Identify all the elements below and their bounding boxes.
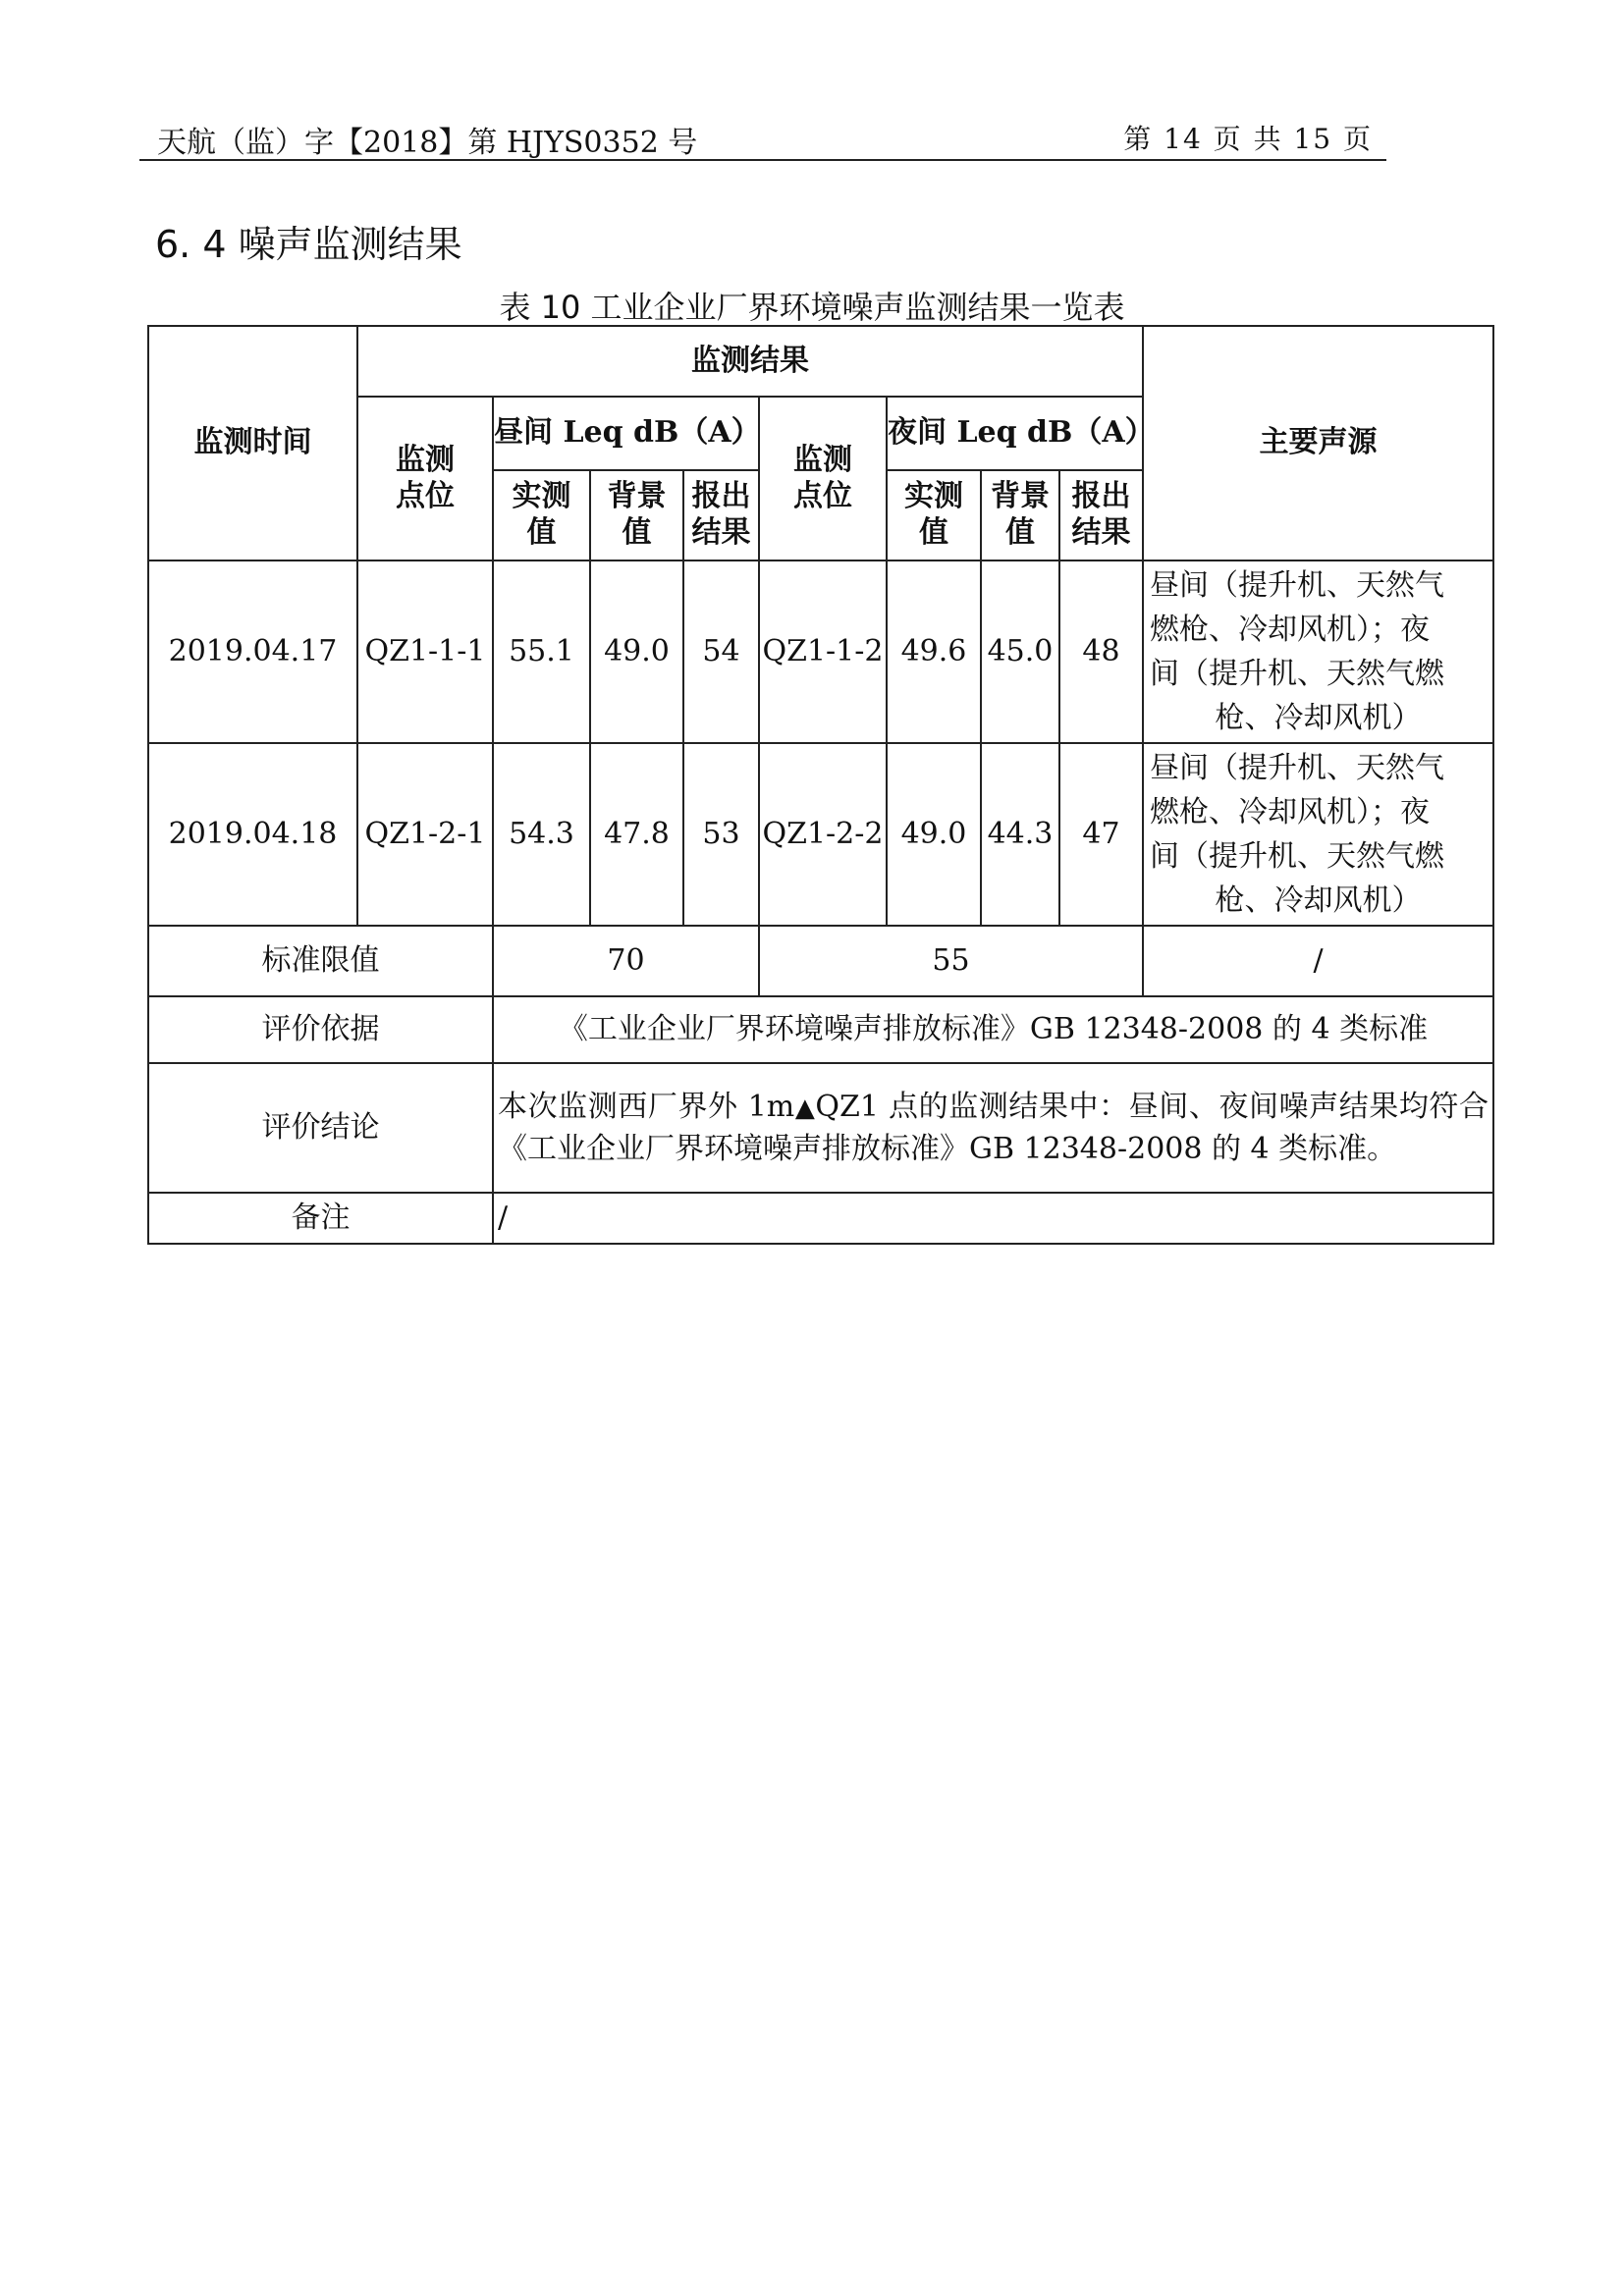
header-night-reported-line1: 报出 bbox=[1071, 479, 1131, 514]
conclusion-row bbox=[148, 1063, 1493, 1193]
conclusion-text-before: 本次监测西厂界外 1m bbox=[498, 1089, 795, 1124]
cell-night-point: QZ1-1-2 bbox=[759, 561, 887, 743]
limit-night-value: 55 bbox=[759, 926, 1143, 996]
header-day-reported bbox=[683, 470, 759, 561]
header-night-measured-line1: 实测 bbox=[904, 479, 963, 514]
header-night-reported bbox=[1059, 470, 1143, 561]
header-day-reported-line1: 报出 bbox=[691, 479, 751, 514]
header-night-point-line2: 点位 bbox=[793, 478, 852, 513]
cell-night-reported: 47 bbox=[1059, 743, 1143, 926]
header-day-background-line2: 值 bbox=[622, 515, 652, 550]
table-caption: 表 10 工业企业厂界环境噪声监测结果一览表 bbox=[499, 289, 1125, 326]
cell-day-measured: 55.1 bbox=[493, 561, 590, 743]
header-day-background bbox=[590, 470, 683, 561]
cell-night-background: 45.0 bbox=[981, 561, 1059, 743]
source-line: 间（提升机、天然气燃 bbox=[1150, 839, 1444, 874]
source-line: 间（提升机、天然气燃 bbox=[1150, 657, 1444, 691]
header-day-measured-line1: 实测 bbox=[512, 479, 571, 514]
header-day-background-line1: 背景 bbox=[607, 479, 667, 514]
cell-day-point: QZ1-1-1 bbox=[357, 561, 493, 743]
remark-label: 备注 bbox=[148, 1193, 493, 1244]
header-day-group: 昼间 Leq dB（A） bbox=[493, 397, 759, 470]
header-results: 监测结果 bbox=[357, 326, 1143, 397]
table-row bbox=[148, 561, 1493, 743]
header-night-reported-line2: 结果 bbox=[1071, 515, 1131, 550]
basis-label: 评价依据 bbox=[148, 996, 493, 1063]
cell-day-reported: 53 bbox=[683, 743, 759, 926]
header-day-reported-line2: 结果 bbox=[691, 515, 751, 550]
limit-row bbox=[148, 926, 1493, 996]
cell-date: 2019.04.17 bbox=[148, 561, 357, 743]
source-line: 燃枪、冷却风机）；夜 bbox=[1150, 613, 1430, 647]
cell-main-source bbox=[1143, 561, 1493, 743]
noise-results-table bbox=[147, 325, 1494, 1245]
header-row-1 bbox=[148, 326, 1493, 397]
basis-row bbox=[148, 996, 1493, 1063]
cell-day-background: 47.8 bbox=[590, 743, 683, 926]
cell-date: 2019.04.18 bbox=[148, 743, 357, 926]
header-day-point-line1: 监测 bbox=[396, 442, 455, 477]
header-night-point bbox=[759, 397, 887, 561]
document-number: 天航（监）字【2018】第 HJYS0352 号 bbox=[157, 126, 698, 160]
header-night-background-line2: 值 bbox=[1005, 515, 1035, 550]
header-night-group: 夜间 Leq dB（A） bbox=[887, 397, 1143, 470]
header-main-source: 主要声源 bbox=[1143, 326, 1493, 561]
remark-text: / bbox=[493, 1193, 1493, 1244]
header-time: 监测时间 bbox=[148, 326, 357, 561]
header-day-measured bbox=[493, 470, 590, 561]
header-day-point bbox=[357, 397, 493, 561]
limit-label: 标准限值 bbox=[148, 926, 493, 996]
section-heading: 6. 4 噪声监测结果 bbox=[155, 223, 462, 266]
header-night-point-line1: 监测 bbox=[793, 442, 852, 477]
header-night-measured-line2: 值 bbox=[919, 515, 948, 550]
conclusion-text bbox=[493, 1063, 1493, 1193]
page-number: 第 14 页 共 15 页 bbox=[1123, 123, 1373, 155]
triangle-marker-icon: ▲ bbox=[794, 1093, 816, 1123]
conclusion-text-after: QZ1 点的监测结果中：昼间、夜间噪声结果均符合《工业企业厂界环境噪声排放标准》GB 12348-2008 的 4 类标准。 bbox=[498, 1089, 1489, 1166]
limit-source-value: / bbox=[1143, 926, 1493, 996]
source-line: 昼间（提升机、天然气 bbox=[1150, 751, 1444, 785]
conclusion-label: 评价结论 bbox=[148, 1063, 493, 1193]
cell-night-point: QZ1-2-2 bbox=[759, 743, 887, 926]
cell-night-reported: 48 bbox=[1059, 561, 1143, 743]
table-row bbox=[148, 743, 1493, 926]
cell-main-source bbox=[1143, 743, 1493, 926]
header-day-measured-line2: 值 bbox=[526, 515, 557, 550]
basis-text: 《工业企业厂界环境噪声排放标准》GB 12348-2008 的 4 类标准 bbox=[493, 996, 1493, 1063]
cell-night-measured: 49.0 bbox=[887, 743, 981, 926]
header-night-background bbox=[981, 470, 1059, 561]
cell-night-background: 44.3 bbox=[981, 743, 1059, 926]
limit-day-value: 70 bbox=[493, 926, 759, 996]
source-line: 枪、冷却风机） bbox=[1215, 883, 1422, 918]
header-night-background-line1: 背景 bbox=[991, 479, 1050, 514]
cell-day-measured: 54.3 bbox=[493, 743, 590, 926]
source-line: 燃枪、冷却风机）；夜 bbox=[1150, 795, 1430, 829]
page-header bbox=[139, 116, 1386, 161]
cell-day-background: 49.0 bbox=[590, 561, 683, 743]
cell-day-point: QZ1-2-1 bbox=[357, 743, 493, 926]
source-line: 昼间（提升机、天然气 bbox=[1150, 568, 1444, 603]
source-line: 枪、冷却风机） bbox=[1215, 701, 1422, 735]
cell-night-measured: 49.6 bbox=[887, 561, 981, 743]
remark-row bbox=[148, 1193, 1493, 1244]
header-night-measured bbox=[887, 470, 981, 561]
header-day-point-line2: 点位 bbox=[396, 478, 455, 513]
cell-day-reported: 54 bbox=[683, 561, 759, 743]
